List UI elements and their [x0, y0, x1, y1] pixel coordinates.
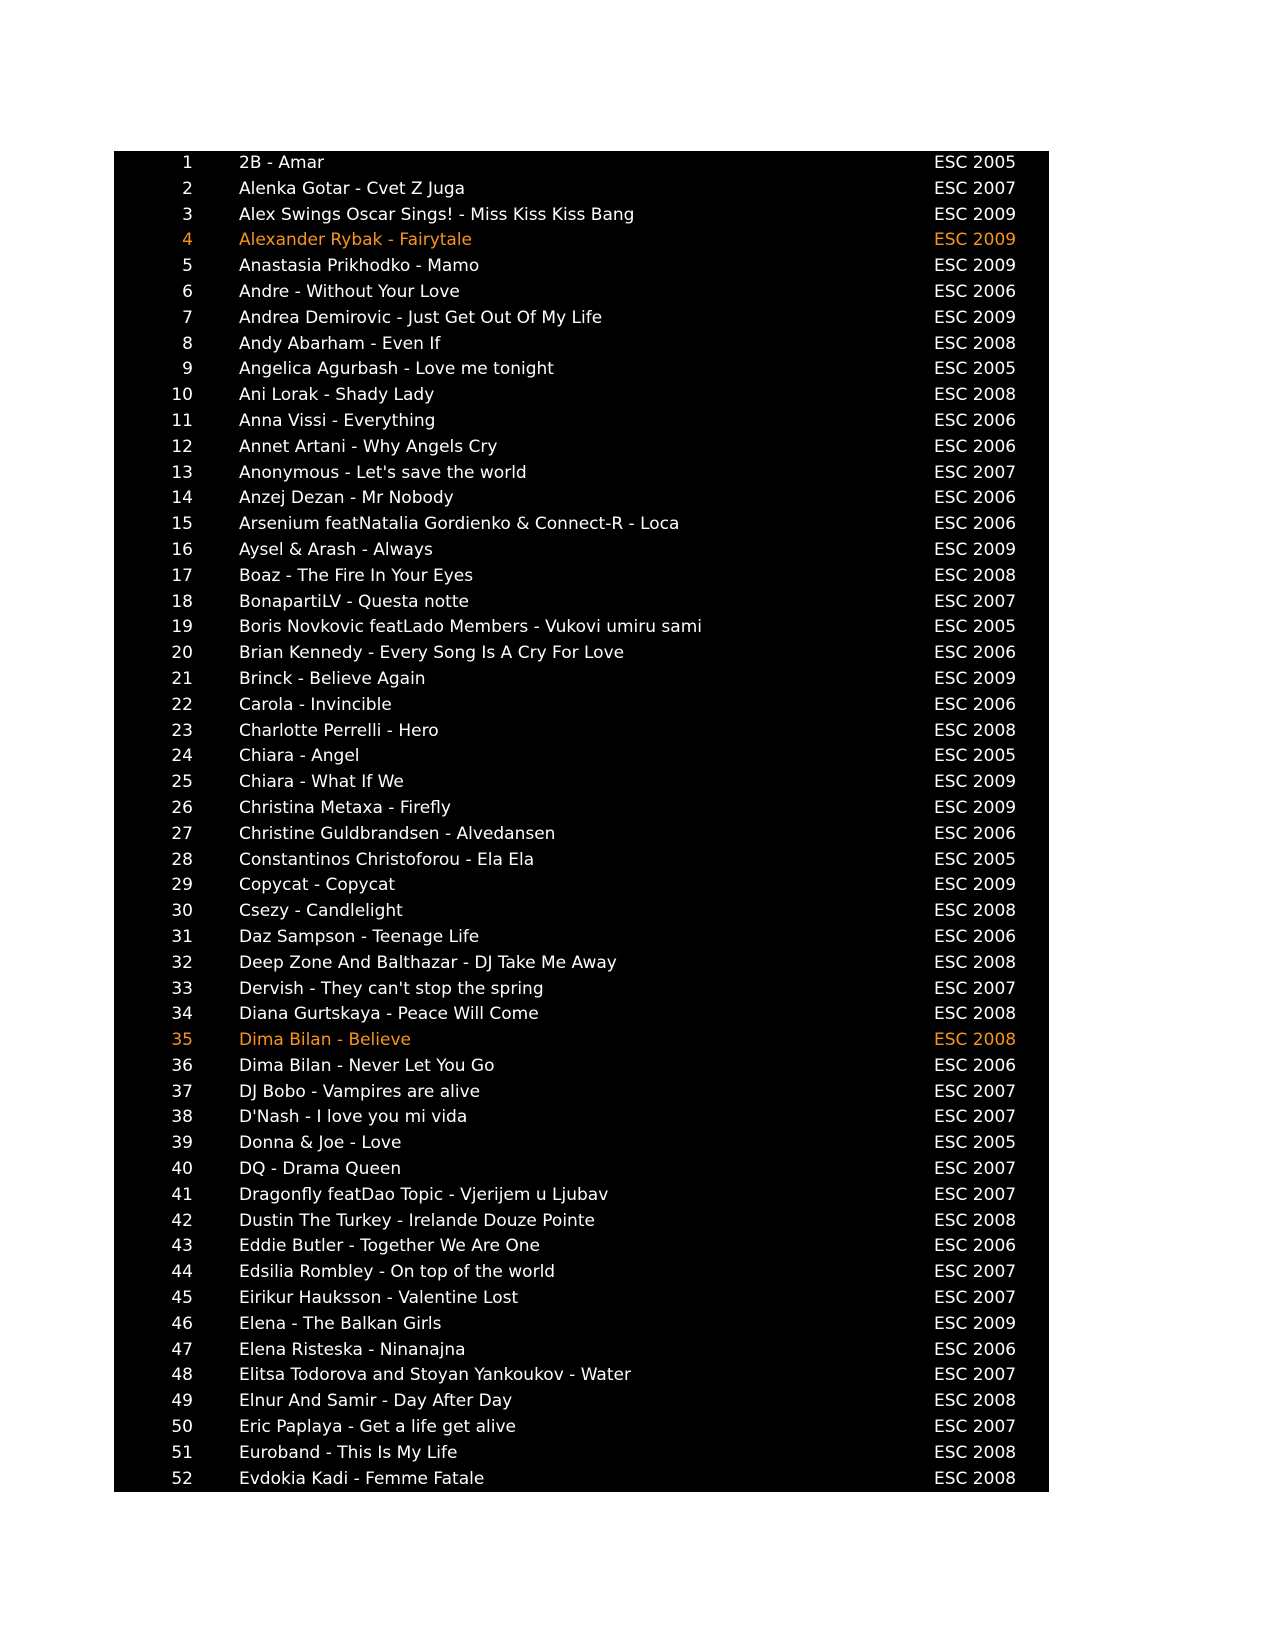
table-row [114, 951, 1049, 977]
song-title: Euroband - This Is My Life [239, 1442, 458, 1463]
song-title: Donna & Joe - Love [239, 1133, 402, 1154]
song-title: Chiara - What If We [239, 772, 404, 793]
row-number: 23 [171, 720, 193, 741]
row-number: 24 [171, 746, 193, 767]
table-row [114, 1105, 1049, 1131]
row-number: 1 [182, 153, 193, 173]
contest-year: ESC 2008 [934, 1210, 1017, 1231]
table-row [114, 925, 1049, 951]
song-title: Ani Lorak - Shady Lady [239, 385, 435, 406]
row-number: 14 [171, 488, 193, 509]
song-title: Anonymous - Let's save the world [239, 462, 527, 483]
row-number: 31 [171, 926, 193, 947]
row-number: 43 [171, 1236, 193, 1257]
row-number: 6 [182, 281, 193, 302]
row-number: 4 [182, 230, 193, 251]
song-title: Arsenium featNatalia Gordienko & Connect-R - Loca [239, 514, 680, 535]
contest-year: ESC 2007 [934, 1365, 1017, 1386]
song-title: Alexander Rybak - Fairytale [239, 230, 473, 251]
table-row [114, 770, 1049, 796]
song-title: D'Nash - I love you mi vida [239, 1107, 468, 1128]
contest-year: ESC 2008 [934, 901, 1017, 922]
table-row [114, 228, 1049, 254]
contest-year: ESC 2009 [934, 668, 1017, 689]
contest-year: ESC 2009 [934, 230, 1017, 251]
contest-year: ESC 2008 [934, 1442, 1017, 1463]
row-number: 32 [171, 952, 193, 973]
contest-year: ESC 2007 [934, 1159, 1017, 1180]
contest-year: ESC 2008 [934, 1391, 1017, 1412]
row-number: 2 [182, 178, 193, 199]
song-title: Deep Zone And Balthazar - DJ Take Me Away [239, 952, 617, 973]
row-number: 33 [171, 978, 193, 999]
table-row [114, 1183, 1049, 1209]
contest-year: ESC 2007 [934, 591, 1017, 612]
row-number: 47 [171, 1339, 193, 1360]
contest-year: ESC 2007 [934, 1081, 1017, 1102]
song-title: Charlotte Perrelli - Hero [239, 720, 439, 741]
table-row [114, 1389, 1049, 1415]
row-number: 9 [182, 359, 193, 380]
contest-year: ESC 2009 [934, 204, 1017, 225]
song-title: DQ - Drama Queen [239, 1159, 402, 1180]
song-title: Andrea Demirovic - Just Get Out Of My Life [239, 307, 603, 328]
table-row [114, 1209, 1049, 1235]
row-number: 25 [171, 772, 193, 793]
contest-year: ESC 2007 [934, 1184, 1017, 1205]
song-title: Elena Risteska - Ninanajna [239, 1339, 466, 1360]
table-row [114, 744, 1049, 770]
song-title: Angelica Agurbash - Love me tonight [239, 359, 554, 380]
contest-year: ESC 2005 [934, 746, 1017, 767]
row-number: 50 [171, 1417, 193, 1438]
song-title: Aysel & Arash - Always [239, 539, 433, 560]
table-row [114, 203, 1049, 229]
row-number: 26 [171, 797, 193, 818]
table-row [114, 977, 1049, 1003]
contest-year: ESC 2006 [934, 436, 1017, 457]
contest-year: ESC 2008 [934, 1030, 1017, 1051]
table-row [114, 357, 1049, 383]
contest-year: ESC 2006 [934, 1339, 1017, 1360]
song-title: Christine Guldbrandsen - Alvedansen [239, 823, 556, 844]
song-title: Anzej Dezan - Mr Nobody [239, 488, 454, 509]
row-number: 38 [171, 1107, 193, 1128]
contest-year: ESC 2006 [934, 514, 1017, 535]
contest-year: ESC 2009 [934, 797, 1017, 818]
song-title: Constantinos Christoforou - Ela Ela [239, 849, 535, 870]
table-row [114, 1415, 1049, 1441]
song-title: Christina Metaxa - Firefly [239, 797, 451, 818]
row-number: 36 [171, 1055, 193, 1076]
contest-year: ESC 2009 [934, 539, 1017, 560]
table-row [114, 590, 1049, 616]
table-row [114, 1286, 1049, 1312]
contest-year: ESC 2005 [934, 1133, 1017, 1154]
song-list-table [114, 151, 1049, 1492]
table-row [114, 254, 1049, 280]
contest-year: ESC 2005 [934, 849, 1017, 870]
song-title: Evdokia Kadi - Femme Fatale [239, 1468, 485, 1489]
table-row [114, 1028, 1049, 1054]
table-row [114, 332, 1049, 358]
row-number: 21 [171, 668, 193, 689]
song-title: Eric Paplaya - Get a life get alive [239, 1417, 516, 1438]
table-row [114, 1312, 1049, 1338]
row-number: 35 [171, 1030, 193, 1051]
row-number: 18 [171, 591, 193, 612]
table-row [114, 615, 1049, 641]
table-row [114, 1080, 1049, 1106]
song-title: Dervish - They can't stop the spring [239, 978, 544, 999]
contest-year: ESC 2007 [934, 1417, 1017, 1438]
contest-year: ESC 2007 [934, 1262, 1017, 1283]
song-title: Boris Novkovic featLado Members - Vukovi umiru sami [239, 617, 702, 638]
table-row [114, 1441, 1049, 1467]
song-title: Boaz - The Fire In Your Eyes [239, 565, 474, 586]
song-title: Andy Abarham - Even If [239, 333, 441, 354]
table-row [114, 899, 1049, 925]
song-title: Dustin The Turkey - Irelande Douze Pointe [239, 1210, 595, 1231]
row-number: 51 [171, 1442, 193, 1463]
song-title: Csezy - Candlelight [239, 901, 403, 922]
song-title: Elitsa Todorova and Stoyan Yankoukov - Water [239, 1365, 631, 1386]
row-number: 28 [171, 849, 193, 870]
row-number: 40 [171, 1159, 193, 1180]
song-title: Dima Bilan - Never Let You Go [239, 1055, 495, 1076]
table-row [114, 151, 1049, 177]
table-row [114, 306, 1049, 332]
song-title: Alex Swings Oscar Sings! - Miss Kiss Kiss Bang [239, 204, 635, 225]
table-row [114, 1467, 1049, 1492]
song-title: Edsilia Rombley - On top of the world [239, 1262, 556, 1283]
table-row [114, 486, 1049, 512]
row-number: 48 [171, 1365, 193, 1386]
contest-year: ESC 2008 [934, 952, 1017, 973]
table-row [114, 409, 1049, 435]
row-number: 10 [171, 385, 193, 406]
contest-year: ESC 2008 [934, 720, 1017, 741]
song-title: BonapartiLV - Questa notte [239, 591, 469, 612]
row-number: 45 [171, 1288, 193, 1309]
row-number: 17 [171, 565, 193, 586]
row-number: 44 [171, 1262, 193, 1283]
song-title: DJ Bobo - Vampires are alive [239, 1081, 481, 1102]
contest-year: ESC 2008 [934, 385, 1017, 406]
contest-year: ESC 2006 [934, 1055, 1017, 1076]
table-row [114, 693, 1049, 719]
table-row [114, 1131, 1049, 1157]
row-number: 42 [171, 1210, 193, 1231]
table-row [114, 512, 1049, 538]
song-title: Chiara - Angel [239, 746, 360, 767]
contest-year: ESC 2007 [934, 1107, 1017, 1128]
row-number: 12 [171, 436, 193, 457]
table-row [114, 435, 1049, 461]
contest-year: ESC 2006 [934, 488, 1017, 509]
row-number: 20 [171, 643, 193, 664]
contest-year: ESC 2005 [934, 153, 1017, 173]
contest-year: ESC 2008 [934, 565, 1017, 586]
table-row [114, 719, 1049, 745]
song-title: Anna Vissi - Everything [239, 410, 436, 431]
song-title: Dima Bilan - Believe [239, 1030, 411, 1051]
table-row [114, 1363, 1049, 1389]
row-number: 3 [182, 204, 193, 225]
contest-year: ESC 2006 [934, 643, 1017, 664]
contest-year: ESC 2009 [934, 1313, 1017, 1334]
row-number: 13 [171, 462, 193, 483]
table-row [114, 848, 1049, 874]
row-number: 52 [171, 1468, 193, 1489]
table-row [114, 667, 1049, 693]
table-row [114, 177, 1049, 203]
song-title: Carola - Invincible [239, 694, 392, 715]
table-row [114, 564, 1049, 590]
table-row [114, 822, 1049, 848]
contest-year: ESC 2009 [934, 875, 1017, 896]
contest-year: ESC 2007 [934, 1288, 1017, 1309]
table-row [114, 873, 1049, 899]
contest-year: ESC 2005 [934, 617, 1017, 638]
contest-year: ESC 2009 [934, 256, 1017, 277]
row-number: 22 [171, 694, 193, 715]
table-row [114, 1157, 1049, 1183]
song-title: Daz Sampson - Teenage Life [239, 926, 480, 947]
table-row [114, 1054, 1049, 1080]
row-number: 37 [171, 1081, 193, 1102]
table-row [114, 641, 1049, 667]
song-title: Copycat - Copycat [239, 875, 396, 896]
table-row [114, 280, 1049, 306]
row-number: 34 [171, 1004, 193, 1025]
song-title: Eirikur Hauksson - Valentine Lost [239, 1288, 519, 1309]
table-row [114, 538, 1049, 564]
row-number: 15 [171, 514, 193, 535]
row-number: 16 [171, 539, 193, 560]
table-row [114, 461, 1049, 487]
contest-year: ESC 2009 [934, 307, 1017, 328]
contest-year: ESC 2006 [934, 926, 1017, 947]
table-row [114, 1234, 1049, 1260]
table-row [114, 1338, 1049, 1364]
row-number: 8 [182, 333, 193, 354]
contest-year: ESC 2007 [934, 978, 1017, 999]
table-row [114, 1260, 1049, 1286]
contest-year: ESC 2008 [934, 1468, 1017, 1489]
row-number: 49 [171, 1391, 193, 1412]
row-number: 30 [171, 901, 193, 922]
row-number: 27 [171, 823, 193, 844]
contest-year: ESC 2005 [934, 359, 1017, 380]
song-title: Andre - Without Your Love [239, 281, 460, 302]
contest-year: ESC 2007 [934, 178, 1017, 199]
row-number: 46 [171, 1313, 193, 1334]
song-title: Annet Artani - Why Angels Cry [239, 436, 498, 457]
song-title: Elnur And Samir - Day After Day [239, 1391, 513, 1412]
song-title: Brian Kennedy - Every Song Is A Cry For Love [239, 643, 625, 664]
contest-year: ESC 2007 [934, 462, 1017, 483]
contest-year: ESC 2006 [934, 823, 1017, 844]
contest-year: ESC 2006 [934, 281, 1017, 302]
row-number: 11 [171, 410, 193, 431]
song-title: Alenka Gotar - Cvet Z Juga [239, 178, 466, 199]
song-title: Diana Gurtskaya - Peace Will Come [239, 1004, 539, 1025]
contest-year: ESC 2008 [934, 333, 1017, 354]
row-number: 29 [171, 875, 193, 896]
contest-year: ESC 2008 [934, 1004, 1017, 1025]
table-row [114, 1002, 1049, 1028]
contest-year: ESC 2006 [934, 694, 1017, 715]
contest-year: ESC 2009 [934, 772, 1017, 793]
row-number: 39 [171, 1133, 193, 1154]
song-title: Dragonfly featDao Topic - Vjerijem u Ljubav [239, 1184, 609, 1205]
row-number: 19 [171, 617, 193, 638]
row-number: 7 [182, 307, 193, 328]
song-title: Brinck - Believe Again [239, 668, 426, 689]
contest-year: ESC 2006 [934, 410, 1017, 431]
song-title: Eddie Butler - Together We Are One [239, 1236, 540, 1257]
contest-year: ESC 2006 [934, 1236, 1017, 1257]
row-number: 41 [171, 1184, 193, 1205]
song-title: Anastasia Prikhodko - Mamo [239, 256, 480, 277]
row-number: 5 [182, 256, 193, 277]
table-row [114, 383, 1049, 409]
table-row [114, 796, 1049, 822]
song-title: 2B - Amar [239, 153, 325, 173]
song-title: Elena - The Balkan Girls [239, 1313, 442, 1334]
